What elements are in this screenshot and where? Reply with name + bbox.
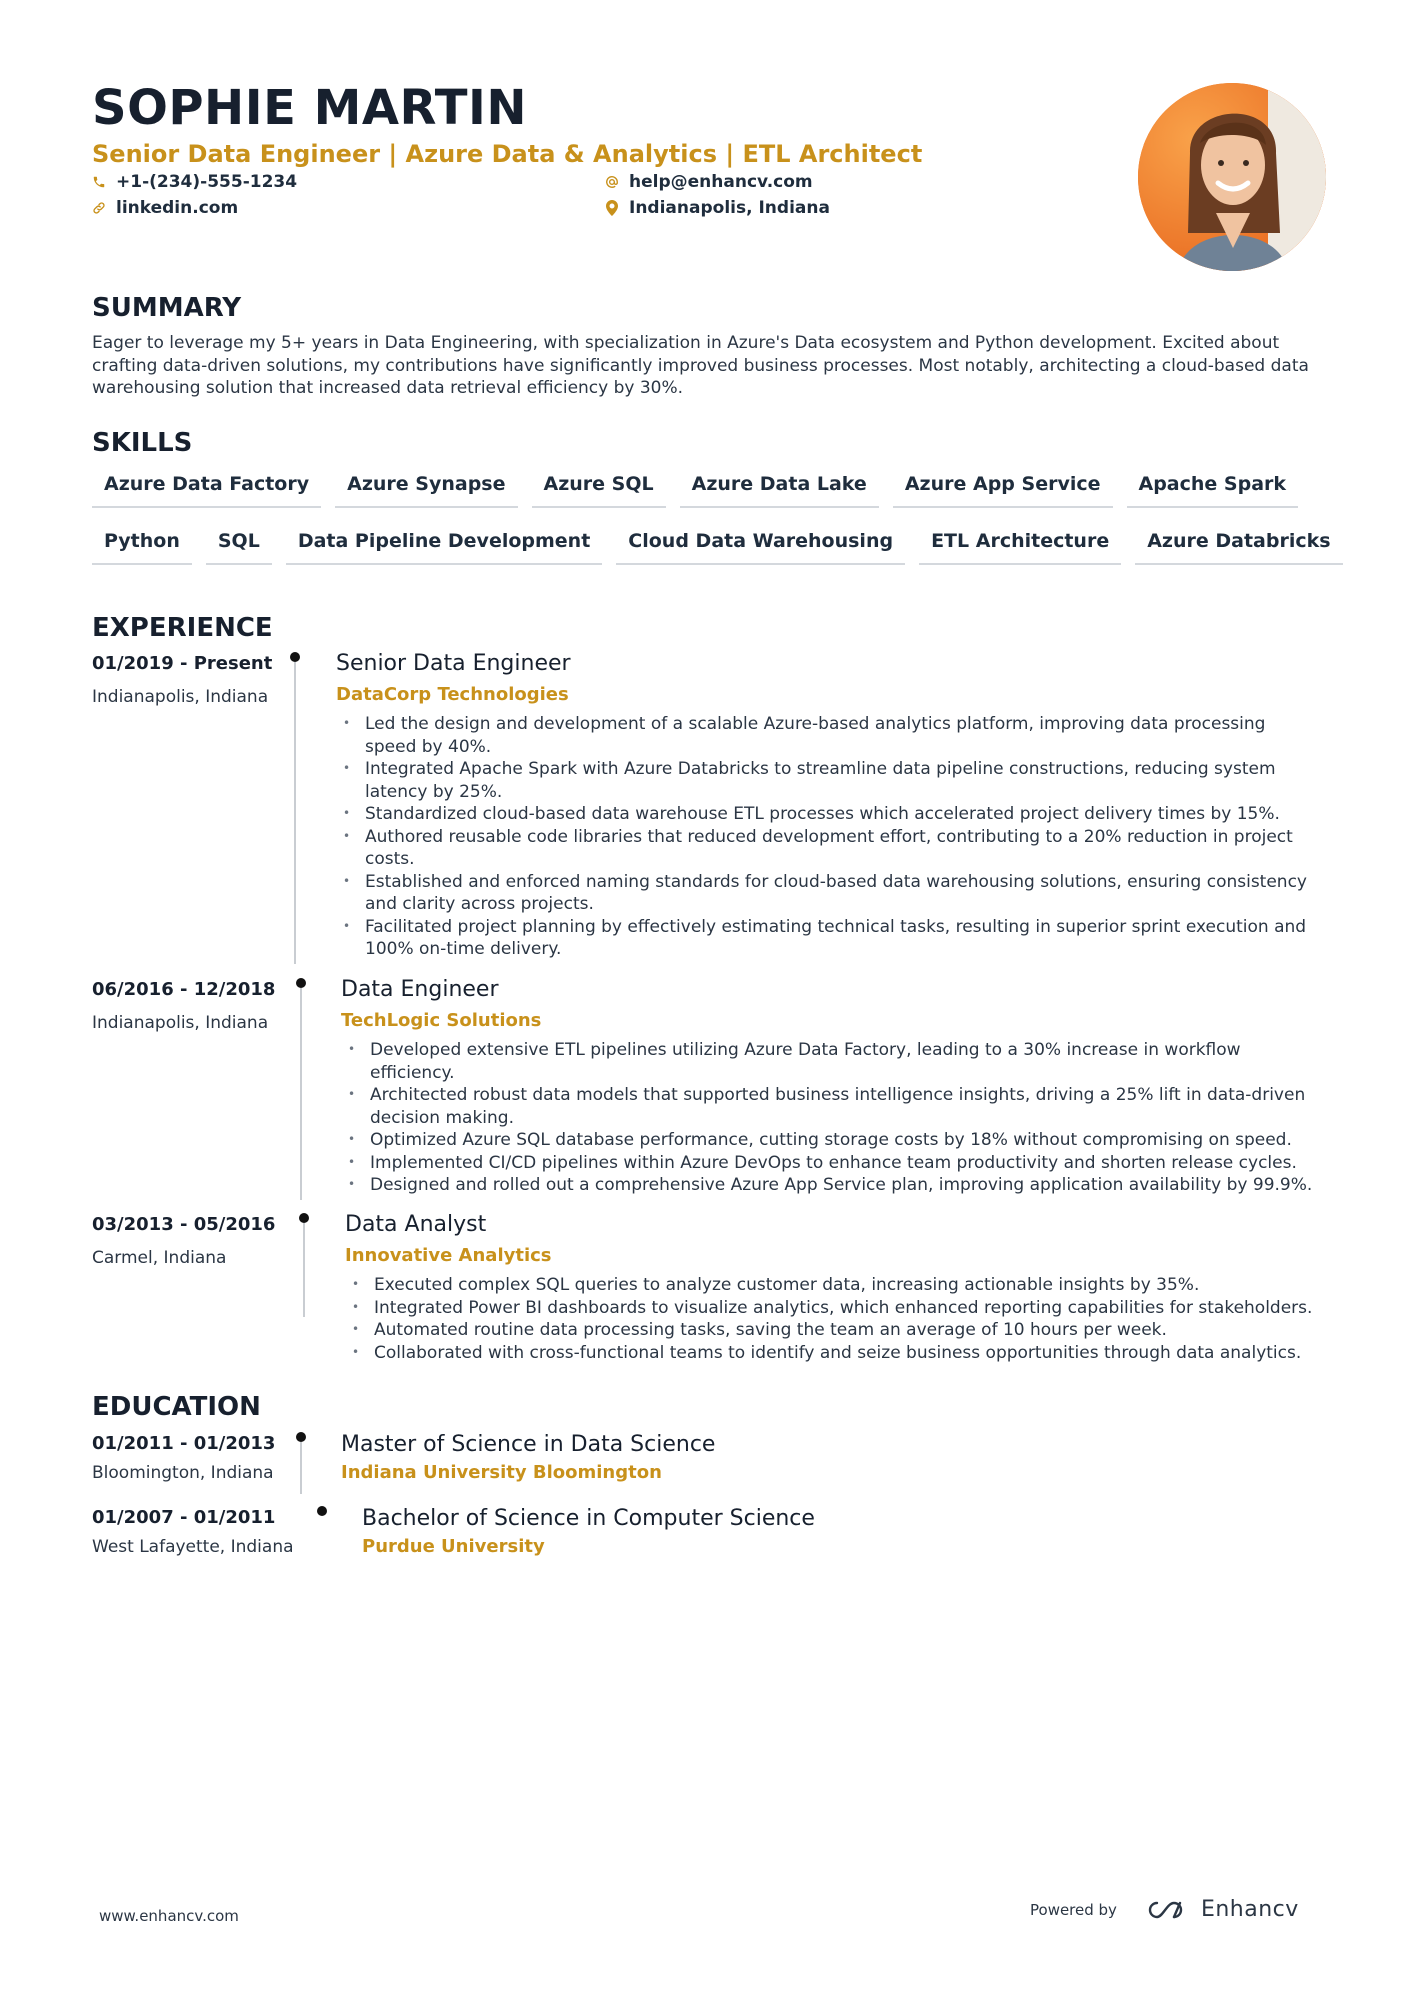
at-icon [605, 174, 619, 190]
skill-tag: SQL [206, 529, 272, 565]
enhancv-logo-icon [1143, 1898, 1189, 1922]
skill-tag: Data Pipeline Development [286, 529, 602, 565]
bullet-item: • Optimized Azure SQL database performance, cutting storage costs by 18% without compromising on speed. [341, 1129, 1316, 1152]
contact-phone[interactable] [92, 171, 297, 193]
edu-date: 01/2011 - 01/2013 [92, 1433, 276, 1454]
job-location: Indianapolis, Indiana [92, 687, 269, 707]
edu-location: Bloomington, Indiana [92, 1463, 274, 1483]
bullet-item: • Implemented CI/CD pipelines within Azure DevOps to enhance team productivity and shorten release cycles. [341, 1152, 1316, 1175]
skill-tag: Azure Data Lake [680, 472, 879, 508]
job-company: DataCorp Technologies [336, 684, 569, 705]
bullet-item: • Integrated Apache Spark with Azure Databricks to streamline data pipeline constructions, reducing system latency by 25%. [336, 758, 1316, 803]
bullet-item: • Established and enforced naming standards for cloud-based data warehousing solutions, ensuring consistency and clarity across projects. [336, 871, 1316, 916]
bullet-item: • Designed and rolled out a comprehensive Azure App Service plan, improving application availability by 99.9%. [341, 1174, 1316, 1197]
job-company: Innovative Analytics [345, 1245, 552, 1266]
timeline-line [294, 662, 296, 964]
job-location: Indianapolis, Indiana [92, 1013, 269, 1033]
timeline-line [303, 1223, 305, 1317]
experience-heading: EXPERIENCE [92, 613, 273, 643]
skill-tag: Cloud Data Warehousing [616, 529, 905, 565]
bullet-item: • Facilitated project planning by effectively estimating technical tasks, resulting in superior sprint execution and 100% on-time delivery. [336, 916, 1316, 961]
job-location: Carmel, Indiana [92, 1248, 227, 1268]
phone-text: +1-(234)-555-1234 [116, 172, 298, 192]
bullet-item: • Developed extensive ETL pipelines utilizing Azure Data Factory, leading to a 30% increase in workflow efficiency. [341, 1039, 1316, 1084]
brand-name: Enhancv [1200, 1897, 1299, 1922]
bullet-item: • Integrated Power BI dashboards to visualize analytics, which enhanced reporting capabilities for stakeholders. [345, 1297, 1335, 1320]
job-role: Data Engineer [341, 977, 499, 1002]
edu-degree: Master of Science in Data Science [341, 1432, 716, 1457]
candidate-name: SOPHIE MARTIN [92, 80, 528, 136]
bullet-item: • Led the design and development of a scalable Azure-based analytics platform, improving data processing speed by 40%. [336, 713, 1316, 758]
contact-linkedin[interactable] [92, 197, 238, 219]
education-heading: EDUCATION [92, 1392, 261, 1422]
job-bullets [345, 1274, 1335, 1364]
phone-icon [92, 174, 106, 190]
summary-heading: SUMMARY [92, 293, 242, 323]
email-text: help@enhancv.com [629, 172, 813, 192]
job-role: Senior Data Engineer [336, 651, 571, 676]
job-date: 03/2013 - 05/2016 [92, 1214, 276, 1235]
powered-by-text: Powered by [1030, 1900, 1117, 1919]
job-company: TechLogic Solutions [341, 1010, 542, 1031]
contact-email[interactable] [605, 171, 813, 193]
profile-photo [1138, 83, 1326, 271]
footer-branding[interactable] [1030, 1897, 1299, 1922]
job-role: Data Analyst [345, 1212, 487, 1237]
skill-tag: ETL Architecture [919, 529, 1121, 565]
candidate-title: Senior Data Engineer | Azure Data & Analytics | ETL Architect [92, 140, 923, 168]
linkedin-text: linkedin.com [116, 198, 239, 218]
job-date: 06/2016 - 12/2018 [92, 979, 276, 1000]
footer-website[interactable]: www.enhancv.com [99, 1907, 239, 1925]
skill-tag: Azure Data Factory [92, 472, 321, 508]
bullet-item: • Automated routine data processing tasks, saving the team an average of 10 hours per week. [345, 1319, 1335, 1342]
skill-tag: Azure Databricks [1135, 529, 1342, 565]
location-text: Indianapolis, Indiana [629, 198, 830, 218]
timeline-dot [317, 1506, 327, 1516]
edu-location: West Lafayette, Indiana [92, 1537, 294, 1557]
timeline-line [300, 1442, 302, 1494]
bullet-item: • Collaborated with cross-functional teams to identify and seize business opportunities through data analytics. [345, 1342, 1335, 1365]
edu-school: Purdue University [362, 1536, 545, 1557]
bullet-item: • Architected robust data models that supported business intelligence insights, driving a 25% lift in data-driven decision making. [341, 1084, 1316, 1129]
skill-tag: Azure Synapse [335, 472, 517, 508]
skill-tag: Apache Spark [1127, 472, 1299, 508]
contact-location [605, 197, 830, 219]
edu-date: 01/2007 - 01/2011 [92, 1507, 276, 1528]
timeline-line [300, 988, 302, 1200]
skills-row [92, 529, 1352, 565]
summary-text: Eager to leverage my 5+ years in Data Engineering, with specialization in Azure's Data ecosystem and Python development. Excited about crafting data-driven solutions, my contributions have significantly improved business processes. Most notably, architecting a cloud-based data warehousing solution that increased data retrieval efficiency by 30%. [92, 333, 1309, 398]
timeline-dot [299, 1213, 309, 1223]
job-date: 01/2019 - Present [92, 653, 273, 674]
skill-tag: Python [92, 529, 192, 565]
edu-degree: Bachelor of Science in Computer Science [362, 1506, 815, 1531]
bullet-item: • Authored reusable code libraries that reduced development effort, contributing to a 20% reduction in project costs. [336, 826, 1316, 871]
skills-list [92, 472, 1352, 586]
timeline-dot [290, 652, 300, 662]
edu-school: Indiana University Bloomington [341, 1462, 662, 1483]
skills-row [92, 472, 1352, 508]
skills-heading: SKILLS [92, 428, 193, 458]
job-bullets [336, 713, 1316, 961]
skill-tag: Azure App Service [893, 472, 1113, 508]
skill-tag: Azure SQL [532, 472, 666, 508]
timeline-dot [296, 1432, 306, 1442]
job-bullets [341, 1039, 1316, 1197]
timeline-dot [296, 978, 306, 988]
link-icon [92, 200, 106, 216]
bullet-item: • Standardized cloud-based data warehouse ETL processes which accelerated project delivery times by 15%. [336, 803, 1316, 826]
location-pin-icon [605, 200, 619, 216]
bullet-item: • Executed complex SQL queries to analyze customer data, increasing actionable insights by 35%. [345, 1274, 1335, 1297]
